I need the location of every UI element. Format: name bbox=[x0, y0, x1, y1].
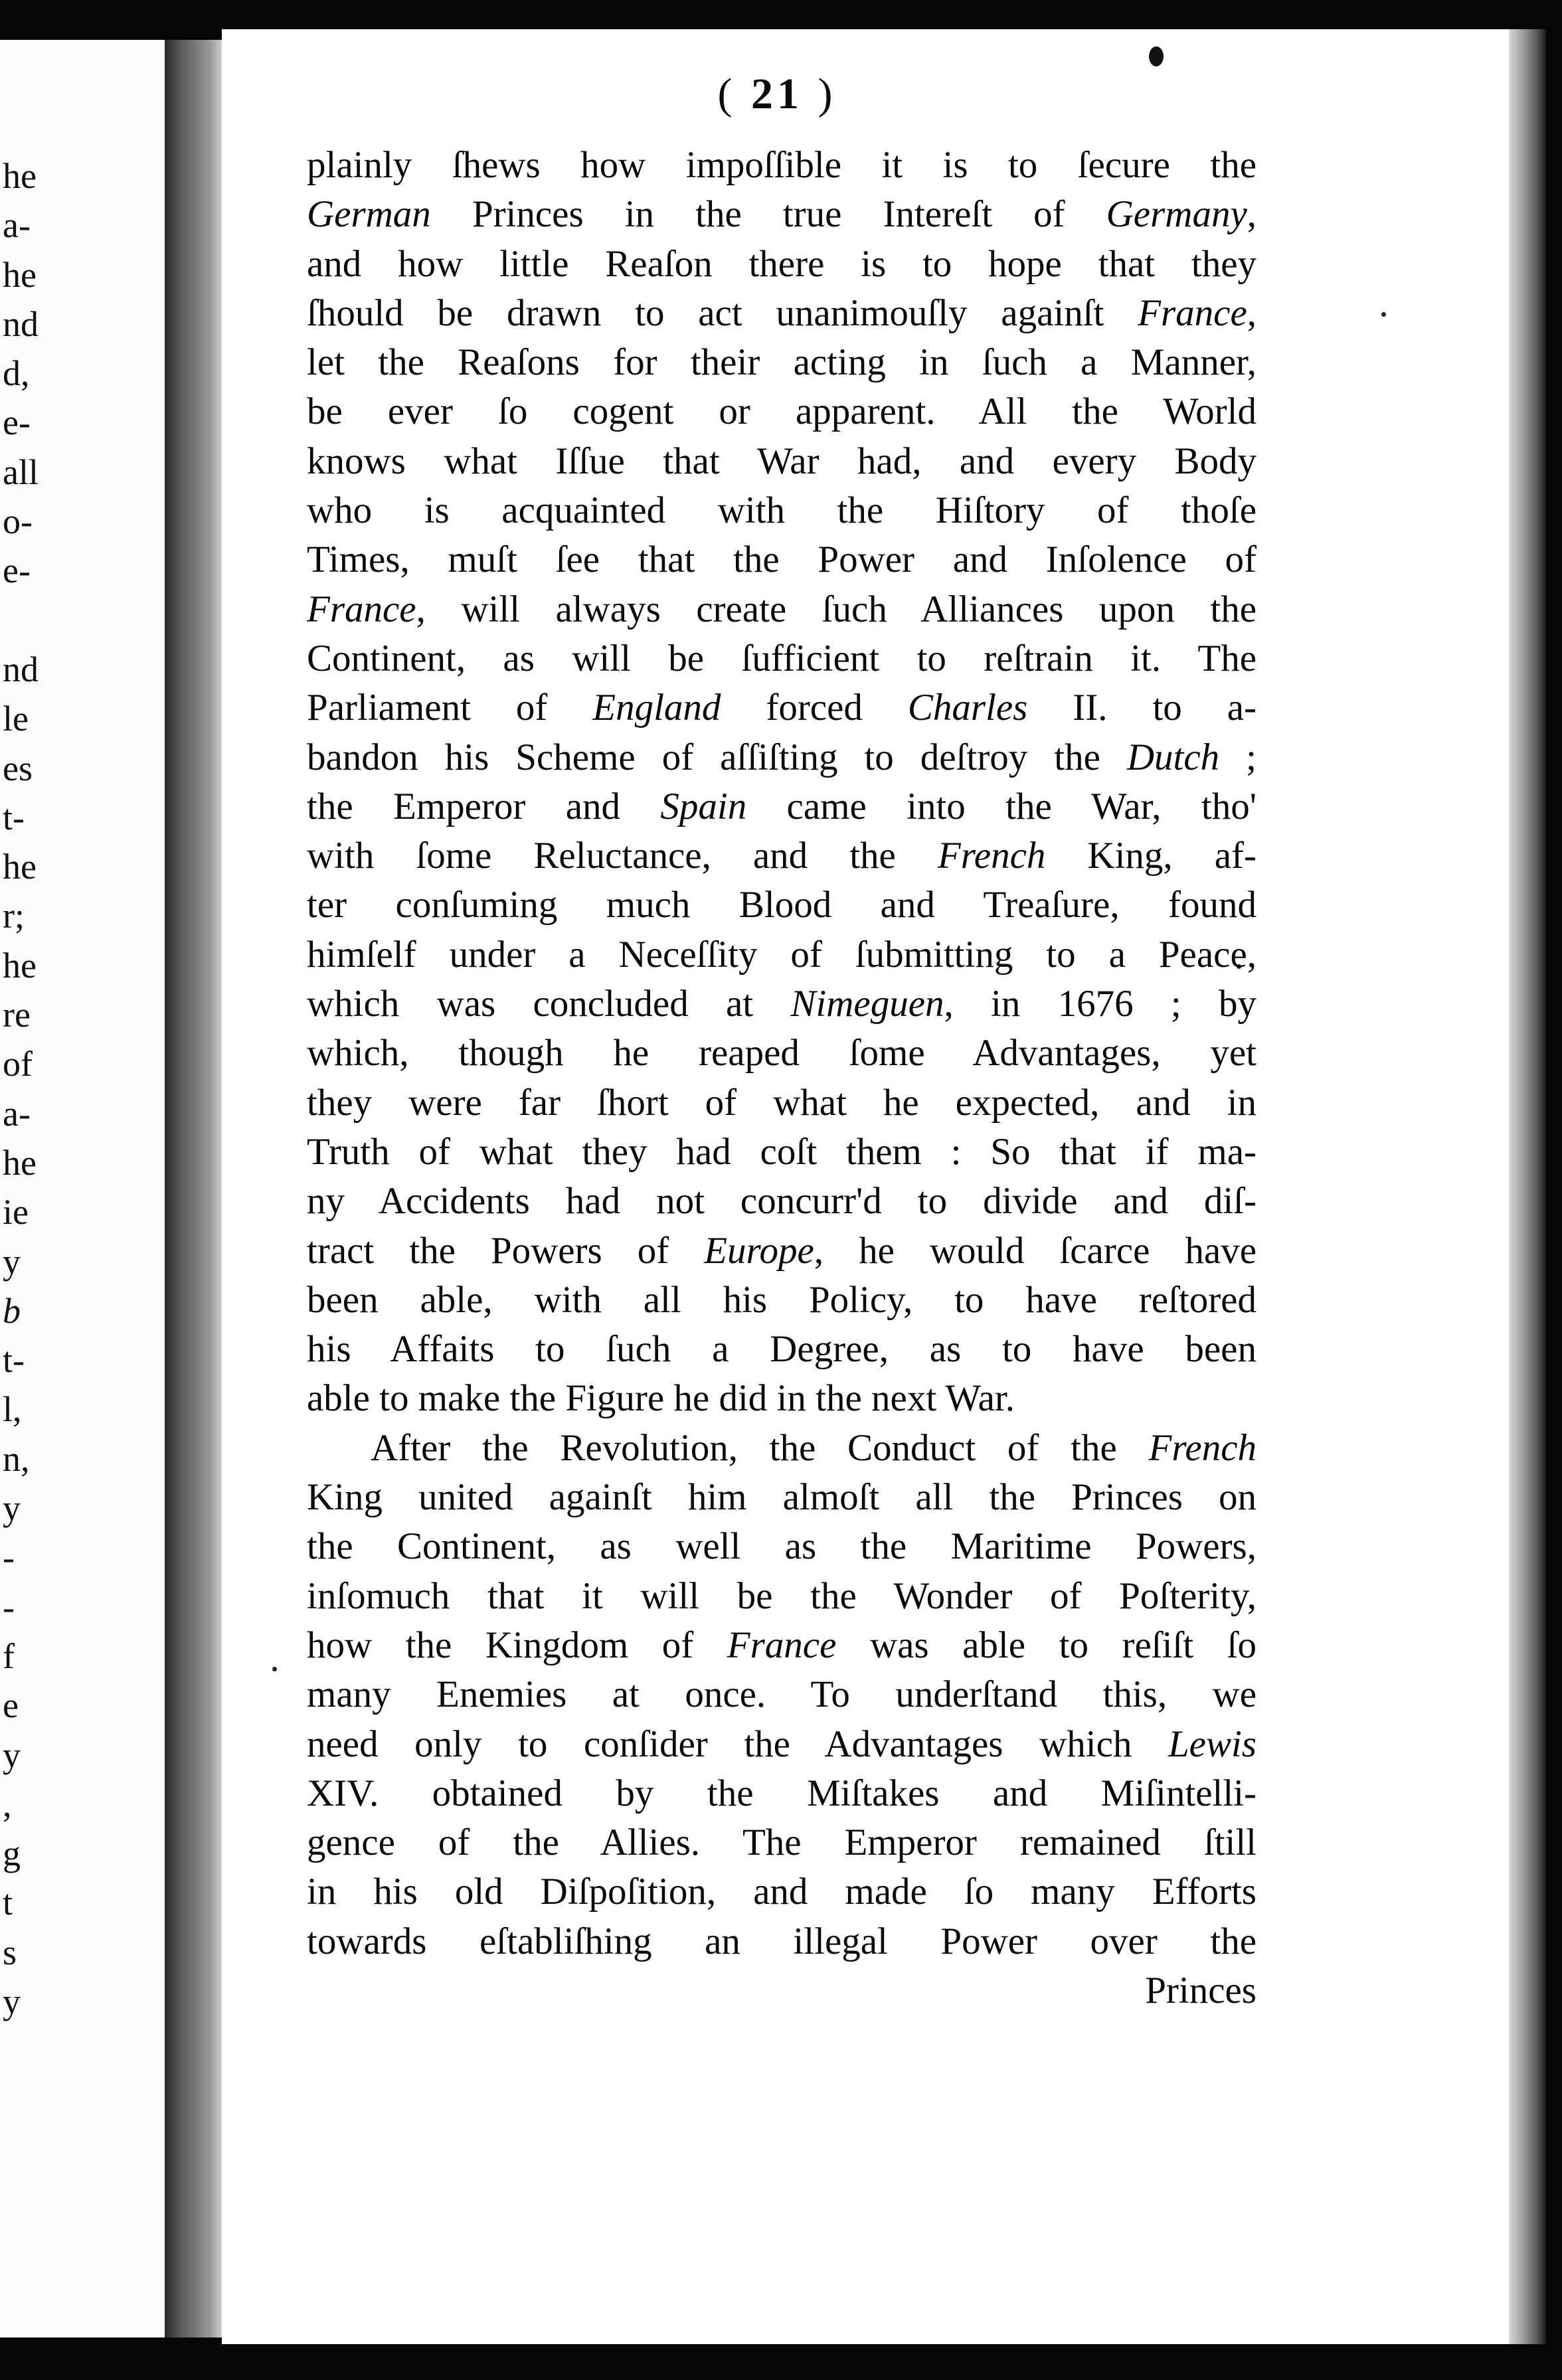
facing-page-fragment: r; bbox=[3, 896, 25, 936]
text-line bbox=[307, 240, 1257, 289]
text-segment: King united againſt him almoſt all the Princes on bbox=[307, 1476, 1257, 1519]
facing-page-fragment: f bbox=[3, 1636, 15, 1676]
text-segment: ny Accidents had not concurr'd to divide and diſ- bbox=[307, 1180, 1257, 1223]
italic-word: Charles bbox=[907, 687, 1028, 729]
page-number-value: 21 bbox=[751, 70, 803, 118]
text-segment: inſomuch that it will be the Wonder of Poſterity, bbox=[307, 1574, 1257, 1617]
book-gutter bbox=[165, 40, 222, 2338]
text-line bbox=[307, 1473, 1257, 1522]
text-segment: Truth of what they had coſt them : So that if ma- bbox=[307, 1130, 1257, 1173]
facing-page-fragment: a- bbox=[3, 1093, 31, 1134]
text-line bbox=[307, 1029, 1257, 1078]
facing-page-fragment: of bbox=[3, 1044, 33, 1084]
text-segment: forced bbox=[721, 687, 908, 729]
facing-page-fragment: n, bbox=[3, 1438, 30, 1479]
facing-page-fragment: nd bbox=[3, 649, 39, 689]
text-segment: need only to conſider the Advantages which bbox=[307, 1723, 1168, 1765]
italic-word: Spain bbox=[660, 785, 747, 827]
facing-page-fragment: s bbox=[3, 1932, 17, 1972]
text-segment: , bbox=[1247, 193, 1257, 236]
text-segment: tract the Powers of bbox=[307, 1229, 705, 1272]
text-line bbox=[307, 1227, 1257, 1276]
facing-page-fragment: l, bbox=[3, 1389, 22, 1430]
ink-blot bbox=[1149, 46, 1164, 66]
italic-word: France bbox=[307, 588, 416, 630]
text-segment: they were far ſhort of what he expected, and in bbox=[307, 1081, 1257, 1124]
text-segment: himſelf under a Neceſſity of ſubmitting to a Peace, bbox=[307, 933, 1257, 976]
text-line bbox=[307, 1374, 1257, 1423]
text-segment: gence of the Allies. The Emperor remained ſtill bbox=[307, 1822, 1257, 1864]
text-segment: how the Kingdom of bbox=[307, 1624, 727, 1666]
facing-page-fragment: g bbox=[3, 1833, 21, 1874]
text-line bbox=[307, 1818, 1257, 1867]
text-line bbox=[307, 289, 1257, 338]
text-segment: let the Reaſons for their acting in ſuch a Manner, bbox=[307, 341, 1257, 384]
facing-page-fragment: nd bbox=[3, 303, 39, 344]
text-line bbox=[307, 1276, 1257, 1325]
facing-page-fragment: le bbox=[3, 699, 29, 739]
text-line bbox=[307, 535, 1257, 584]
text-segment: Parliament of bbox=[307, 687, 593, 729]
italic-word: Germany bbox=[1106, 193, 1247, 236]
speck-mark bbox=[272, 1667, 277, 1671]
facing-page-fragment: ie bbox=[3, 1192, 29, 1232]
facing-page-fragment: e- bbox=[3, 402, 31, 443]
text-line bbox=[307, 1078, 1257, 1128]
text-segment: , he would ſcarce have bbox=[814, 1229, 1257, 1272]
text-segment: bandon his Scheme of aſſiſting to deſtroy the bbox=[307, 736, 1127, 778]
text-segment: plainly ſhews how impoſſible it is to ſecure the bbox=[307, 144, 1257, 186]
text-line bbox=[307, 1917, 1257, 1966]
facing-page-fragment: e bbox=[3, 1685, 19, 1726]
text-line bbox=[307, 486, 1257, 535]
text-line bbox=[307, 1325, 1257, 1374]
text-segment: Princes in the true Intereſt of bbox=[430, 193, 1106, 236]
text-segment: which was concluded at bbox=[307, 983, 791, 1025]
text-line bbox=[307, 1572, 1257, 1621]
text-segment: ſhould be drawn to act unanimouſly againſt bbox=[307, 292, 1138, 334]
facing-page-fragment: a- bbox=[3, 205, 31, 246]
text-line bbox=[307, 437, 1257, 486]
text-segment: who is acquainted with the Hiſtory of thoſe bbox=[307, 489, 1257, 532]
text-line bbox=[307, 190, 1257, 239]
italic-word: French bbox=[937, 835, 1046, 877]
text-line bbox=[307, 881, 1257, 930]
text-segment: able to make the Figure he did in the next War. bbox=[307, 1377, 1015, 1420]
facing-page-fragment: b bbox=[3, 1290, 21, 1331]
text-line bbox=[307, 1670, 1257, 1719]
facing-page-fragment: y bbox=[3, 1488, 21, 1529]
text-segment: , will always create ſuch Alliances upon the bbox=[416, 588, 1257, 630]
facing-page-fragment: y bbox=[3, 1735, 21, 1775]
facing-page-fragment: y bbox=[3, 1241, 21, 1282]
facing-page-fragment: e- bbox=[3, 551, 31, 591]
text-line bbox=[307, 782, 1257, 831]
text-line bbox=[307, 1720, 1257, 1769]
text-segment: the Continent, as well as the Maritime Powers, bbox=[307, 1525, 1257, 1568]
text-line bbox=[307, 141, 1257, 190]
text-segment: knows what Iſſue that War had, and every Body bbox=[307, 440, 1257, 482]
text-line bbox=[307, 1769, 1257, 1818]
facing-page-fragment: y bbox=[3, 1981, 21, 2021]
text-segment: ; bbox=[1219, 736, 1257, 778]
facing-page-fragment: t- bbox=[3, 1340, 25, 1381]
italic-word: Lewis bbox=[1168, 1723, 1257, 1765]
text-segment: which, though he reaped ſome Advantages, yet bbox=[307, 1032, 1257, 1074]
facing-page-fragment: , bbox=[3, 1784, 12, 1824]
body-text bbox=[307, 141, 1257, 2015]
facing-page-fragment: he bbox=[3, 156, 37, 196]
facing-page-fragment: o- bbox=[3, 501, 33, 542]
text-segment: towards eſtabliſhing an illegal Power over the bbox=[307, 1920, 1257, 1962]
page-number bbox=[691, 69, 863, 120]
italic-word: Nimeguen bbox=[790, 983, 944, 1025]
speck-mark bbox=[1381, 312, 1386, 317]
facing-page-fragment bbox=[3, 596, 39, 645]
page-edge bbox=[1509, 29, 1546, 2344]
text-line bbox=[307, 1424, 1257, 1473]
facing-page-fragment: t- bbox=[3, 797, 25, 837]
text-segment: II. to a- bbox=[1027, 687, 1257, 729]
text-segment: After the Revolution, the Conduct of the bbox=[371, 1426, 1149, 1469]
text-segment: with ſome Reluctance, and the bbox=[307, 835, 938, 877]
facing-page-line-fragments bbox=[3, 151, 39, 2026]
catchword: Princes bbox=[1145, 1969, 1257, 2011]
text-line bbox=[307, 585, 1257, 634]
page-number-close: ) bbox=[818, 70, 837, 118]
facing-page-fragment: es bbox=[3, 748, 33, 788]
text-line bbox=[307, 1621, 1257, 1670]
italic-word: German bbox=[307, 193, 431, 236]
text-segment: been able, with all his Policy, to have reſtored bbox=[307, 1278, 1257, 1321]
text-segment: was able to reſiſt ſo bbox=[836, 1624, 1257, 1666]
text-segment: , in 1676 ; by bbox=[944, 983, 1257, 1025]
text-segment: Times, muſt ſee that the Power and Inſolence of bbox=[307, 539, 1257, 581]
facing-page-fragment: he bbox=[3, 1142, 37, 1183]
text-segment: and how little Reaſon there is to hope that they bbox=[307, 242, 1257, 285]
italic-word: Europe bbox=[704, 1229, 814, 1272]
facing-page-fragment: he bbox=[3, 254, 37, 295]
text-line bbox=[307, 733, 1257, 782]
facing-page-fragment: he bbox=[3, 847, 37, 887]
italic-word: France bbox=[727, 1624, 837, 1666]
text-segment: many Enemies at once. To underſtand this, we bbox=[307, 1673, 1257, 1716]
facing-page-fragment: t bbox=[3, 1883, 13, 1923]
text-segment: in his old Diſpoſition, and made ſo many Efforts bbox=[307, 1871, 1257, 1913]
facing-page-fragment: - bbox=[3, 1537, 15, 1578]
text-segment: XIV. obtained by the Miſtakes and Miſintelli- bbox=[307, 1772, 1257, 1814]
facing-page-fragment: he bbox=[3, 945, 37, 985]
text-line bbox=[307, 1867, 1257, 1916]
text-segment: , bbox=[1247, 292, 1257, 334]
text-line bbox=[307, 387, 1257, 436]
text-line bbox=[307, 1177, 1257, 1226]
italic-word: France bbox=[1138, 292, 1247, 334]
facing-page-fragment: re bbox=[3, 995, 31, 1035]
text-segment: King, af- bbox=[1045, 835, 1257, 877]
text-line bbox=[307, 831, 1257, 881]
italic-word: French bbox=[1148, 1426, 1257, 1469]
facing-page-fragment: all bbox=[3, 452, 39, 492]
text-line bbox=[307, 683, 1257, 732]
italic-word: England bbox=[592, 687, 721, 729]
facing-page-fragment: - bbox=[3, 1586, 15, 1627]
text-line bbox=[307, 1522, 1257, 1571]
text-line bbox=[307, 979, 1257, 1029]
text-line bbox=[307, 930, 1257, 979]
text-segment: ter conſuming much Blood and Treaſure, found bbox=[307, 884, 1257, 926]
italic-word: Dutch bbox=[1126, 736, 1220, 778]
text-segment: be ever ſo cogent or apparent. All the World bbox=[307, 390, 1257, 433]
text-segment: the Emperor and bbox=[307, 785, 661, 827]
text-line bbox=[307, 338, 1257, 387]
facing-page-left bbox=[0, 40, 165, 2338]
page-number-open: ( bbox=[717, 70, 737, 118]
text-line bbox=[307, 1128, 1257, 1177]
text-line bbox=[307, 634, 1257, 683]
text-segment: his Affaits to ſuch a Degree, as to have been bbox=[307, 1328, 1257, 1371]
text-segment: Continent, as will be ſufficient to reſtrain it. The bbox=[307, 637, 1257, 679]
facing-page-fragment: d, bbox=[3, 353, 30, 394]
text-segment: came into the War, tho' bbox=[746, 785, 1257, 827]
